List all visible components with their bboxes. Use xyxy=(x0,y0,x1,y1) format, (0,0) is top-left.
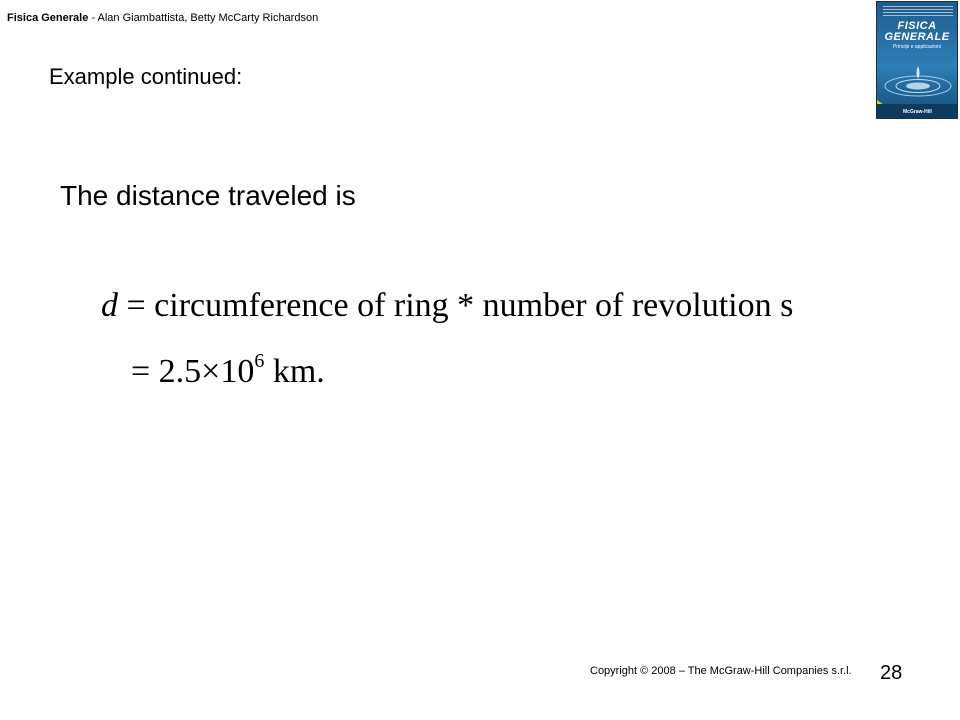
book-authors: - Alan Giambattista, Betty McCarty Richardson xyxy=(88,12,319,24)
header-citation xyxy=(7,12,318,24)
cover-title-line1: FISICA xyxy=(897,20,937,32)
equation-line-1-rest: = circumference of ring * number of revolution s xyxy=(118,287,794,324)
equation-exponent: 6 xyxy=(254,350,265,372)
cover-publisher: McGraw-Hill xyxy=(903,109,932,115)
cover-title-line2: GENERALE xyxy=(884,31,950,43)
page-number: 28 xyxy=(880,662,903,684)
copyright-notice: Copyright © 2008 – The McGraw-Hill Companies s.r.l. xyxy=(590,665,852,677)
book-cover-image xyxy=(876,1,958,119)
equation-line-2 xyxy=(131,350,325,391)
book-title: Fisica Generale xyxy=(7,12,89,24)
slide-lead-text: The distance traveled is xyxy=(60,180,356,211)
cover-subtitle: Principi e applicazioni xyxy=(892,44,942,50)
equation-line-1 xyxy=(101,287,793,325)
water-ripple-icon xyxy=(883,62,953,98)
equation-line-2-prefix: = 2.5×10 xyxy=(131,353,255,390)
equation-variable: d xyxy=(101,287,118,324)
slide-subtitle: Example continued: xyxy=(49,64,243,89)
cover-author-lines xyxy=(883,6,953,18)
equation-line-2-suffix: km. xyxy=(264,353,325,390)
